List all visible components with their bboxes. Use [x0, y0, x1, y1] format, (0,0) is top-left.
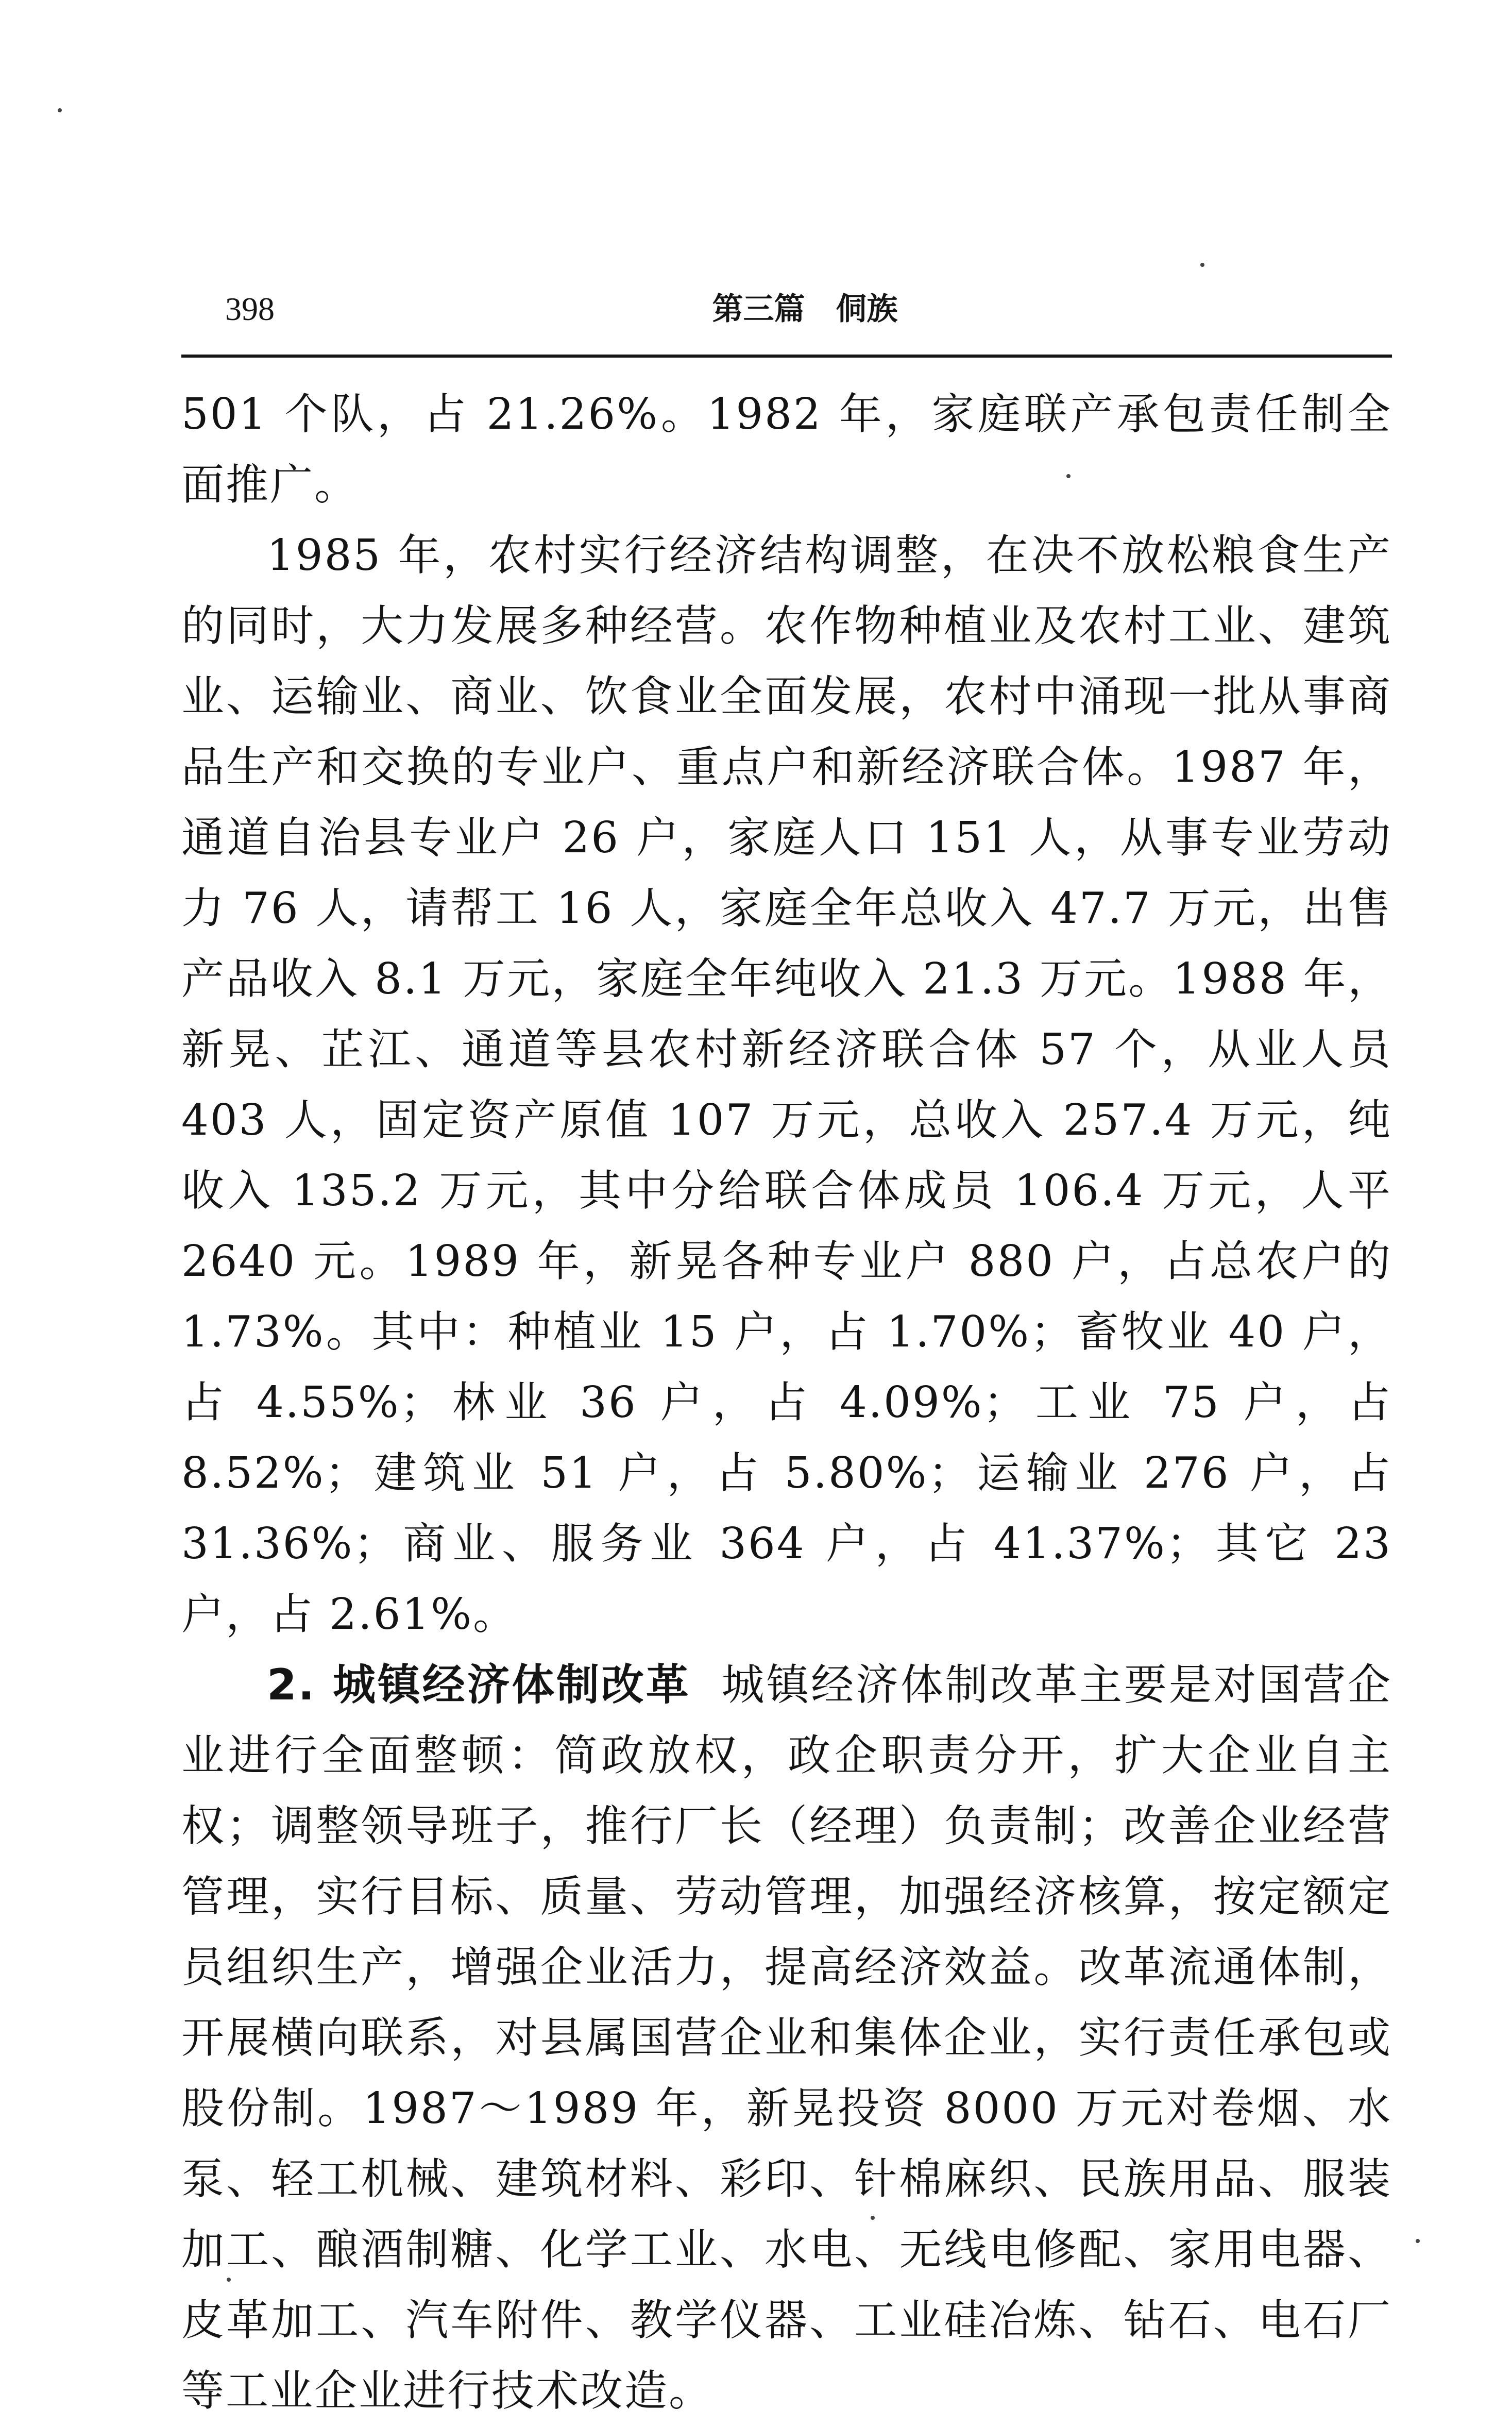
- scan-speck: [227, 2278, 231, 2282]
- body-text: [181, 379, 1392, 2426]
- paragraph-rural-economy: 1985 年，农村实行经济结构调整，在决不放松粮食生产的同时，大力发展多种经营。农作物种植业及农村工业、建筑业、运输业、商业、饮食业全面发展，农村中涌现一批从事商品生产和交换的专业户、重点户和新经济联合体。1987 年，通道自治县专业户 26 户，家庭人口 151 人，从事专业劳动力 76 人，请帮工 16 人，家庭全年总收入 47.7 万元，出售产品收入 8.1 万元，家庭全年纯收入 21.3 万元。1988 年，新晃、芷江、通道等县农村新经济联合体 57 个，从业人员 403 人，固定资产原值 107 万元，总收入 257.4 万元，纯收入 135.2 万元，其中分给联合体成员 106.4 万元，人平 2640 元。1989 年，新晃各种专业户 880 户，占总农户的 1.73%。其中：种植业 15 户，占 1.70%；畜牧业 40 户，占 4.55%；林业 36 户，占 4.09%；工业 75 户，占 8.52%；建筑业 51 户，占 5.80%；运输业 276 户，占 31.36%；商业、服务业 364 户，占 41.37%；其它 23 户，占 2.61%。: [181, 530, 1392, 1639]
- page-header: [219, 286, 1391, 343]
- scan-speck: [58, 108, 62, 112]
- scan-speck: [871, 2216, 875, 2220]
- running-title: 第三篇 侗族: [712, 291, 898, 327]
- paragraph-urban-reform: [181, 1649, 1392, 2426]
- scan-speck: [1066, 474, 1071, 478]
- page-number: 398: [225, 291, 275, 327]
- section-heading: 2. 城镇经济体制改革: [267, 1660, 691, 1710]
- scan-speck: [1200, 263, 1204, 267]
- header-rule: [181, 355, 1392, 358]
- paragraph-continued: 501 个队，占 21.26%。1982 年，家庭联产承包责任制全面推广。: [181, 389, 1392, 510]
- paragraph-urban-reform-text: 城镇经济体制改革主要是对国营企业进行全面整顿：简政放权，政企职责分开，扩大企业自主权；调整领导班子，推行厂长（经理）负责制；改善企业经营管理，实行目标、质量、劳动管理，加强经济核算，按定额定员组织生产，增强企业活力，提高经济效益。改革流通体制，开展横向联系，对县属国营企业和集体企业，实行责任承包或股份制。1987～1989 年，新晃投资 8000 万元对卷烟、水泵、轻工机械、建筑材料、彩印、针棉麻织、民族用品、服装加工、酿酒制糖、化学工业、水电、无线电修配、家用电器、皮革加工、汽车附件、教学仪器、工业硅冶炼、钻石、电石厂等工业企业进行技术改造。: [181, 1660, 1392, 2416]
- scan-speck: [1416, 2239, 1420, 2243]
